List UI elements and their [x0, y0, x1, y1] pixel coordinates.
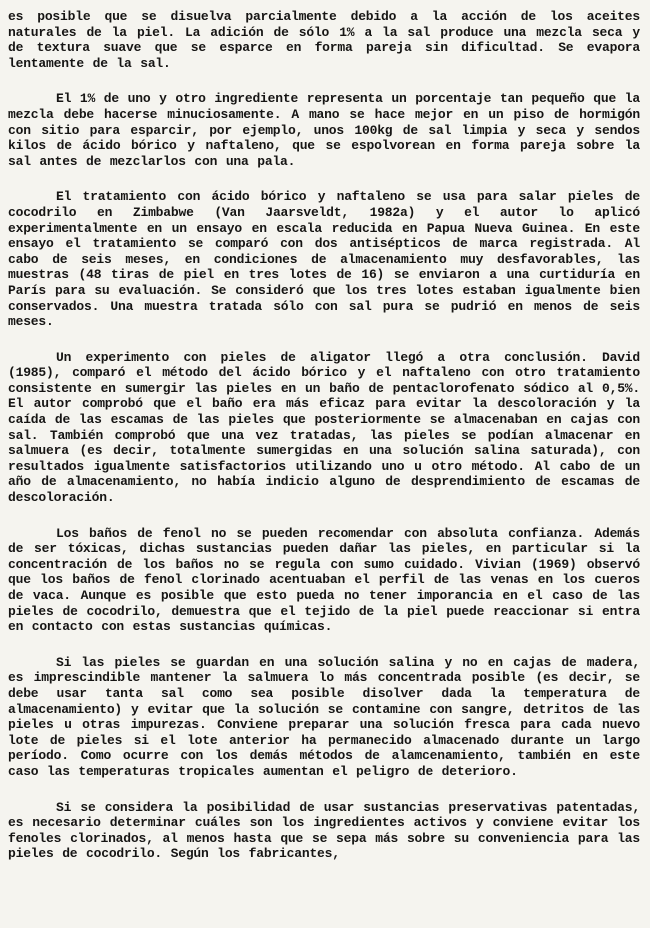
- paragraph: El tratamiento con ácido bórico y naftaleno se usa para salar pieles de cocodrilo en Zimbabwe (Van Jaarsveldt, 1982a) y el autor lo aplicó experimentalmente en un ensayo en escala reducida en Papua Nueva Guinea. En este ensayo el tratamiento se comparó con dos antisépticos de marca registrada. Al cabo de seis meses, en condiciones de almacenamiento muy desfavorables, las muestras (48 tiras de piel en tres lotes de 16) se enviaron a una curtiduría en París para su evaluación. Se consideró que los tres lotes estaban igualmente bien conservados. Una muestra tratada sólo con sal pura se pudrió en menos de seis meses.: [8, 189, 640, 330]
- paragraph: Si se considera la posibilidad de usar sustancias preservativas patentadas, es necesario determinar cuáles son los ingredientes activos y conviene evitar los fenoles clorinados, al menos hasta que se sepa más sobre su conveniencia para las pieles de cocodrilo. Según los fabricantes,: [8, 799, 640, 862]
- paragraph-continuation: es posible que se disuelva parcialmente debido a la acción de los aceites naturales de la piel. La adición de sólo 1% a la sal produce una mezcla seca y de textura suave que se esparce en forma pareja sin dificultad. Se evapora lentamente de la sal.: [8, 9, 640, 71]
- paragraph: El 1% de uno y otro ingrediente representa un porcentaje tan pequeño que la mezcla debe hacerse minuciosamente. A mano se hace mejor en un piso de hormigón con sitio para esparcir, por ejemplo, unos 100kg de sal limpia y seca y sendos kilos de ácido bórico y naftaleno, que se espolvorean en forma pareja sobre la sal antes de mezclarlos con una pala.: [8, 91, 640, 169]
- paragraph: Un experimento con pieles de aligator llegó a otra conclusión. David (1985), comparó el método del ácido bórico y el naftaleno con otro tratamiento consistente en sumergir las pieles en un baño de pentaclorofenato sódico al 0,5%. El autor comprobó que el baño era más eficaz para evitar la descoloración y la caída de las escamas de las pieles que posteriormente se almacenaban en cajas con sal. También comprobó que una vez tratadas, las pieles se podían almacenar en salmuera (es decir, totalmente sumergidas en una solución salina saturada), con resultados igualmente satisfactorios utilizando uno u otro método. Al cabo de un año de almacenamiento, no había indicio alguno de desprendimiento de escamas de descoloración.: [8, 349, 640, 506]
- paragraph: Si las pieles se guardan en una solución salina y no en cajas de madera, es imprescindible mantener la salmuera lo más concentrada posible (es decir, se debe usar tanta sal como sea posible disolver dada la temperatura de almacenamiento) y evitar que la solución se contamine con sangre, detritos de las pieles u otras impurezas. Conviene preparar una solución fresca para cada nuevo lote de pieles si el lote anterior ha permanecido almacenado durante un largo período. Como ocurre con los demás métodos de alamcenamiento, también en este caso las temperaturas tropicales aumentan el peligro de deterioro.: [8, 654, 640, 779]
- paragraph: Los baños de fenol no se pueden recomendar con absoluta confianza. Además de ser tóxicas, dichas sustancias pueden dañar las pieles, en particular si la concentración de los baños no se regula con sumo cuidado. Vivian (1969) observó que los baños de fenol clorinado acentuaban el perfil de las venas en los cueros de vaca. Aunque es posible que esto pueda no tener imporancia en el caso de las pieles de cocodrilo, demuestra que el tejido de la piel puede reaccionar si entra en contacto con estas sustancias químicas.: [8, 525, 640, 635]
